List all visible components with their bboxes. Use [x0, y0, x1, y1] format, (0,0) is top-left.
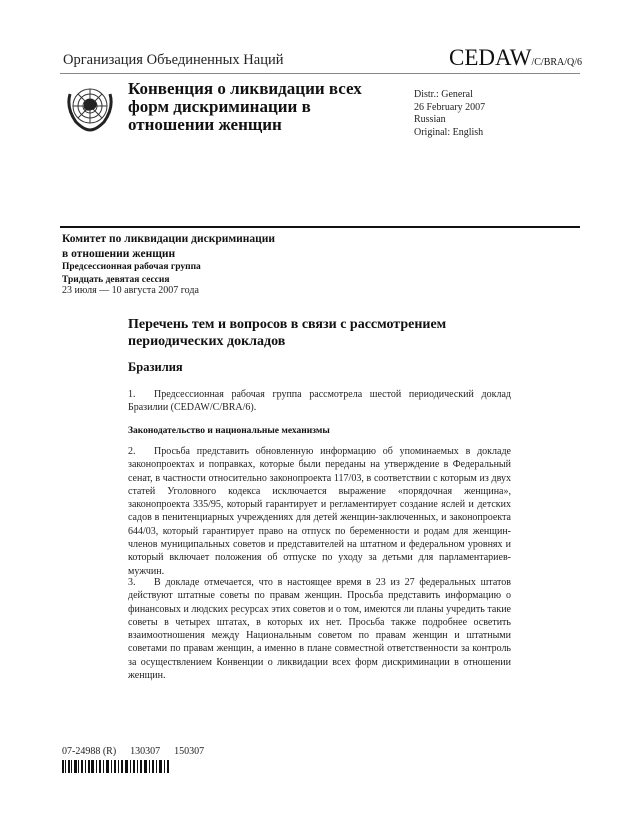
distr-label: Distr.: General: [414, 89, 473, 100]
barcode-icon: [62, 760, 172, 773]
committee-name: [62, 232, 275, 262]
country-heading: Бразилия: [128, 360, 183, 374]
job-number-line: [62, 746, 218, 757]
committee-line-1: Комитет по ликвидации дискриминации: [62, 233, 276, 245]
paragraph-text: В докладе отмечается, что в настоящее время в 23 из 27 федеральных штатов действуют штатные советы по правам женщин. Просьба представить информацию о финансовых и людских ресурсах этих советов и о том, имеются ли планы учредить такие советы в четырех штатах, в которых их нет. Просьба также подробнее осветить взаимоотношения между Национальным советом по правам женщин и штатными советами по правам женщин, а именно в плане совместной ответственности за контроль за осуществлением Конвенции о ликвидации всех форм дискриминации в отношении женщин.: [128, 577, 511, 682]
session-info: [62, 261, 201, 286]
distr-date: 26 February 2007: [414, 101, 486, 113]
job-number: 07-24988 (R): [62, 746, 117, 757]
footer-date-2: 150307: [174, 746, 205, 757]
paragraph-number: 3.: [128, 577, 136, 588]
footer-date-1: 130307: [130, 746, 161, 757]
working-group: Предсессионная рабочая группа: [62, 262, 201, 272]
distr-original: Original: English: [414, 126, 484, 138]
header-bottom-divider: [60, 226, 580, 228]
symbol-suffix: /C/BRA/Q/6: [531, 57, 583, 68]
paragraph-1: [128, 388, 511, 415]
session-dates: 23 июля — 10 августа 2007 года: [62, 285, 199, 296]
header-divider: [60, 73, 580, 74]
organization-name: Организация Объединенных Наций: [63, 52, 284, 68]
paragraph-text: Предсессионная рабочая группа рассмотрела шестой периодический доклад Бразилии (CEDAW/C/BRA/6).: [128, 389, 511, 414]
paragraph-text: Просьба представить обновленную информацию об упоминаемых в докладе законопроектах и поправках, которые были переданы на утверждение в Федеральный сенат, в частности относительно законопроекта 117/03, в соответствии с которым из двух статей Уголовного кодекса исключается выражение «порядочная женщина», законопроекта 335/95, который гарантирует и регламентирует создание яслей и детских садов в пенитенциарных учреждениях для детей женщин-заключенных, и законопроекта 644/03, который гарантирует право на отпуск по беременности и родам для женщин-членов муниципальных советов и представителей на штатном и федеральном уровнях и который включает положения об отпуске по уходу за детьми для парламентариев-мужчин.: [128, 446, 511, 577]
paragraph-number: 2.: [128, 446, 136, 457]
distr-language: Russian: [414, 114, 446, 125]
session-name: Тридцать девятая сессия: [62, 274, 170, 285]
document-symbol: [449, 45, 582, 71]
un-emblem-icon: [62, 80, 118, 136]
distribution-block: [414, 89, 485, 139]
page-title: Перечень тем и вопросов в связи с рассмотрением периодических докладов: [128, 317, 447, 349]
committee-line-2: в отношении женщин: [62, 248, 176, 260]
paragraph-3: [128, 576, 511, 682]
symbol-main: CEDAW: [449, 45, 532, 70]
section-heading: Законодательство и национальные механизмы: [128, 426, 330, 436]
paragraph-2: [128, 445, 511, 578]
paragraph-number: 1.: [128, 389, 136, 400]
convention-title: Конвенция о ликвидации всех форм дискриминации в отношении женщин: [128, 79, 362, 134]
